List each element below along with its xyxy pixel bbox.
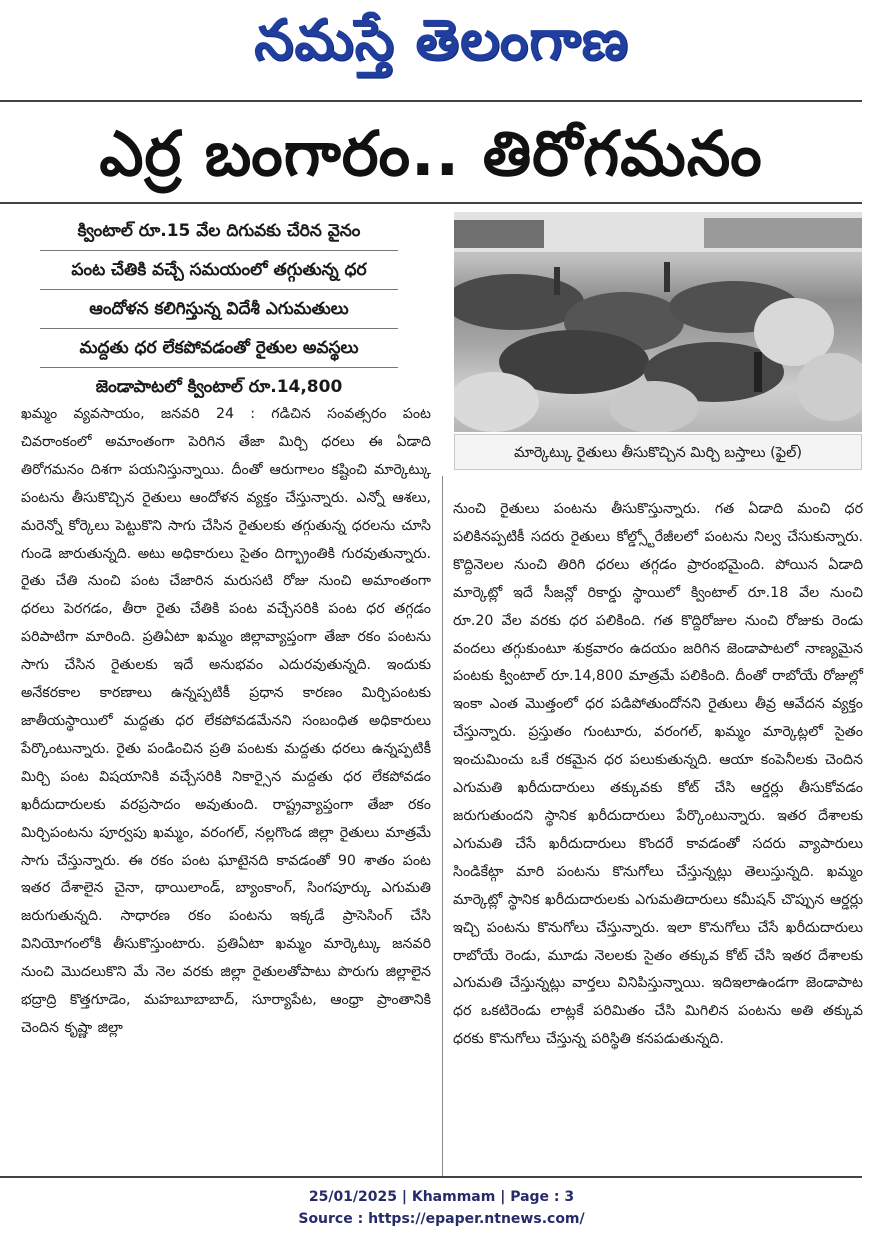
market-photo bbox=[454, 212, 862, 432]
article-column-1: ఖమ్మం వ్యవసాయం, జనవరి 24 : గడిచిన సంవత్సరం పంట చివరాంకంలో అమాంతంగా పెరిగిన తేజా మిర్చి ధరలు ఈ ఏడాది తిరోగమనం దిశగా పయనిస్తున్నాయి. దీంతో ఆరుగాలం కష్టించి మార్కెట్కు పంటను తీసుకొచ్చిన రైతులు ఆందోళన వ్యక్తం చేస్తున్నారు. ఎన్నో ఆశలు, మరెన్నో కోర్కెలు పెట్టుకొని సాగు చేసిన రైతులకు తగ్గుతున్న ధరలను చూసి గుండె జారుతున్నది. అటు అధికారులు సైతం దిగ్భ్రాంతికి గురవుతున్నారు. రైతు చేతి నుంచి పంట చేజారిన మరుసటి రోజు నుంచి అమాంతంగా ధరలు పెరగడం, తీరా రైతు చేతికి పంట వచ్చేసరికి పంట ధర తగ్గడం పరిపాటిగా మారింది. ప్రతిఏటా ఖమ్మం జిల్లావ్యాప్తంగా తేజా రకం పంటను సాగు చేసిన రైతులకు ఇదే అనుభవం ఎదురవుతున్నది. ఇందుకు అనేకరకాల కారణాలు ఉన్నప్పటికీ ప్రధాన కారణం మిర్చిపంటకు జాతీయస్థాయిలో మద్దతు ధర లేకపోవడమేనని సంబంధిత అధికారులు పేర్కొంటున్నారు. రైతు పండించిన ప్రతి పంటకు మద్దతు ధరలు ఉన్నప్పటికీ మిర్చి పంట విషయానికి వచ్చేసరికి నికార్సైన మద్దతు ధర లేకపోవడం ఖరీదుదారులకు వరప్రసాదం అవుతుంది. రాష్ట్రవ్యాప్తంగా తేజా రకం మిర్చిపంటను పూర్వపు ఖమ్మం, వరంగల్, నల్లగొండ జిల్లా రైతులు మాత్రమే సాగు చేస్తున్నారు. ఈ రకం పంట ఘాటైనది కావడంతో 90 శాతం పంట ఇతర దేశాలైన చైనా, థాయిలాండ్, బ్యాంకాంగ్, సింగపూర్కు ఎగుమతి జరుగుతున్నది. సాధారణ రకం పంటను ఇక్కడే ప్రాసెసింగ్ చేసి వినియోగంలోకి తీసుకొస్తుంటారు. ప్రతిఏటా ఖమ్మం మార్కెట్కు జనవరి నుంచి మొదలుకొని మే నెల వరకు జిల్లా రైతులతోపాటు పొరుగు జిల్లాలైన భద్రాద్రి కొత్తగూడెం, మహబూబాబాద్, సూర్యాపేట, ఆంధ్రా ప్రాంతానికి చెందిన కృష్ణా జిల్లా bbox=[21, 406, 431, 1036]
headline: ఎర్ర బంగారం.. తిరోగమనం bbox=[99, 117, 763, 190]
footer bbox=[0, 1186, 883, 1230]
sub-deck: పంట చేతికి వచ్చే సమయంలో తగ్గుతున్న ధర bbox=[40, 251, 398, 290]
column-divider bbox=[442, 476, 443, 1176]
article-column-2: నుంచి రైతులు పంటను తీసుకొస్తున్నారు. గత ఏడాది మంచి ధర పలికినప్పటికీ సదరు రైతులు కోల్డ్స్టోరేజీలలో పంటను నిల్వ చేసుకున్నారు. కొద్దినెలల నుంచి తిరిగి ధరలు తగ్గడం ప్రారంభమైంది. పోయిన ఏడాది మార్కెట్లో ఇదే సీజన్లో రికార్డు స్థాయిలో క్వింటాల్ రూ.18 వేల నుంచి రూ.20 వేల వరకు ధర పలికింది. గత కొద్దిరోజుల నుంచి రోజుకు రెండు వందలు తగ్గుకుంటూ శుక్రవారం ఉదయం జరిగిన జెండాపాటలో నాణ్యమైన పంటకు క్వింటాల్ రూ.14,800 మాత్రమే పలికింది. దీంతో రాబోయే రోజుల్లో ఇంకా ఎంత మొత్తంలో ధర పడిపోతుందోనని రైతులు తీవ్ర ఆవేదన వ్యక్తం చేస్తున్నారు. ప్రస్తుతం గుంటూరు, వరంగల్, ఖమ్మం మార్కెట్లలో సైతం ఇంచుమించు ఒకే రకమైన ధర పలుకుతున్నది. ఆయా కంపెనీలకు చెందిన ఎగుమతి ఖరీదుదారులు తక్కువకు కోట్ చేసి ఆర్డర్లు తీసుకోవడం జరుగుతుందని స్థానిక ఖరీదుదారులు పేర్కొంటున్నారు. ఇతర దేశాలకు ఎగుమతి చేసే ఖరీదుదారులు కొందరే కావడంతో సదరు వ్యాపారులు సిండికేట్గా మారి పంటను కొనుగోలు చేస్తున్నట్లు తెలుస్తున్నది. ఖమ్మం మార్కెట్లో స్థానిక ఖరీదుదారులకు ఎగుమతిదారులు కమీషన్ చొప్పున ఆర్డర్లు ఇచ్చి పంటను కొనుగోలు చేస్తున్నారు. ఇలా కొనుగోలు చేసే ఖరీదుదారులు రాబోయే రెండు, మూడు నెలలకు సైతం తక్కువ కోట్ చేసి ఇతర దేశాలకు ఎగుమతి చేస్తున్నట్లు వార్తలు వినిపిస్తున్నాయి. ఇదిఇలాఉండగా జెండాపాట ధర ఒకటిరెండు లాట్లకే పరిమితం చేసి మిగిలిన పంటను అతి తక్కువ ధరకు కొనుగోలు చేస్తున్న పరిస్థితి కనపడుతున్నది. bbox=[453, 501, 863, 1048]
newspaper-logo: నమస్తే తెలంగాణ bbox=[254, 8, 629, 73]
sub-deck: ఆందోళన కలిగిస్తున్న విదేశీ ఎగుమతులు bbox=[40, 290, 398, 329]
photo-caption: మార్కెట్కు రైతులు తీసుకొచ్చిన మిర్చి బస్తాలు (ఫైల్) bbox=[454, 434, 862, 470]
sub-deck: క్వింటాల్ రూ.15 వేల దిగువకు చేరిన వైనం bbox=[40, 212, 398, 251]
masthead-rule bbox=[0, 100, 862, 102]
edition-info: 25/01/2025 | Khammam | Page : 3 bbox=[308, 1189, 575, 1205]
source-link[interactable]: Source : https://epaper.ntnews.com/ bbox=[298, 1211, 585, 1227]
masthead bbox=[0, 0, 883, 96]
sub-deck: మద్దతు ధర లేకపోవడంతో రైతుల అవస్థలు bbox=[40, 329, 398, 368]
headline-rule bbox=[0, 202, 862, 204]
sub-deck: జెండాపాటలో క్వింటాల్ రూ.14,800 bbox=[95, 377, 343, 397]
footer-rule bbox=[0, 1176, 862, 1178]
sub-deck-list bbox=[40, 212, 398, 406]
